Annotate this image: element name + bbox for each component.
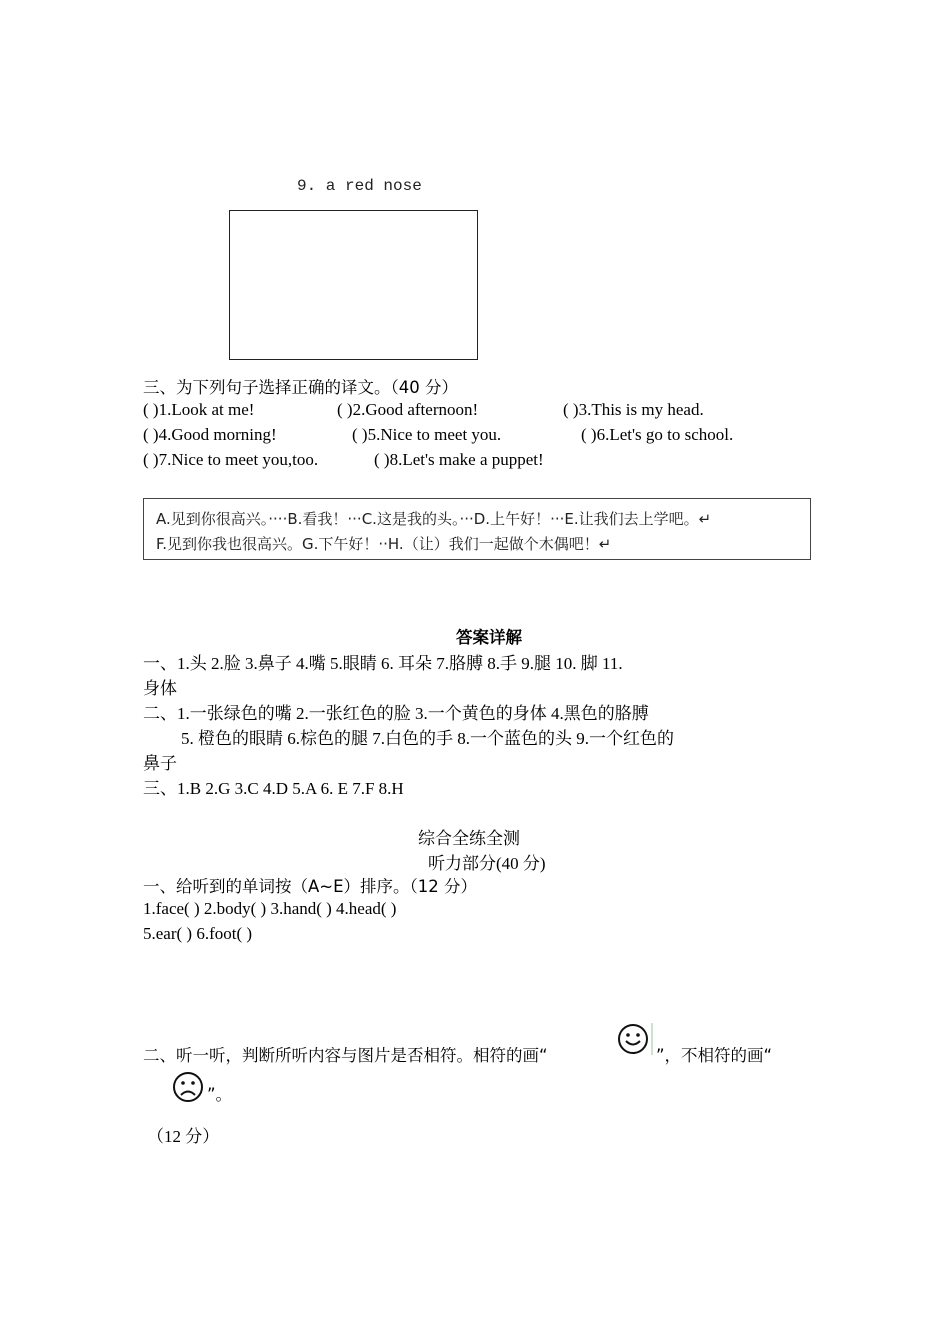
listening-section1-heading: 一、给听到的单词按（A~E）排序。（12 分）: [143, 877, 478, 896]
question-7: ( )7.Nice to meet you,too.: [143, 450, 319, 469]
section3-heading: 三、为下列句子选择正确的译文。（40 分）: [143, 378, 458, 397]
answers-section3-line: 三、1.B 2.G 3.C 4.D 5.A 6. E 7.F 8.H: [143, 779, 404, 798]
listening-section2-intro: 二、听一听，判断所听内容与图片是否相符。相符的画“: [143, 1046, 548, 1065]
sad-face-icon: [172, 1070, 208, 1109]
options-line-2: F.见到你我也很高兴。G.下午好！··H.（让）我们一起做个木偶吧！↵: [156, 535, 612, 553]
answers-section1-line2: 身体: [143, 679, 177, 698]
question-8: ( )8.Let's make a puppet!: [374, 450, 544, 469]
listening-section2-mid: ”，不相符的画“: [656, 1046, 773, 1065]
listening-section2-score: （12 分）: [147, 1127, 220, 1146]
drawing-box: [229, 210, 478, 360]
question-5: ( )5.Nice to meet you.: [352, 425, 502, 444]
answers-section2-line1: 二、1.一张绿色的嘴 2.一张红色的脸 3.一个黄色的身体 4.黑色的胳膊: [143, 704, 649, 723]
answers-section2-line3: 鼻子: [143, 754, 177, 773]
test-title: 综合全练全测: [418, 829, 520, 848]
question-3: ( )3.This is my head.: [563, 400, 704, 419]
smiley-face-icon: [616, 1021, 654, 1062]
listening-section1-row2: 5.ear( ) 6.foot( ): [143, 924, 253, 943]
question-4: ( )4.Good morning!: [143, 425, 277, 444]
question-6: ( )6.Let's go to school.: [581, 425, 734, 444]
question-1: ( )1.Look at me!: [143, 400, 255, 419]
answers-title: 答案详解: [456, 628, 522, 647]
options-box: [143, 498, 811, 560]
answers-section2-line2: 5. 橙色的眼睛 6.棕色的腿 7.白色的手 8.一个蓝色的头 9.一个红色的: [181, 729, 674, 748]
listening-section2-end: ”。: [207, 1085, 233, 1104]
question-2: ( )2.Good afternoon!: [337, 400, 479, 419]
test-subtitle: 听力部分(40 分): [428, 854, 546, 873]
draw-item-label: 9. a red nose: [297, 177, 422, 195]
listening-section1-row1: 1.face( ) 2.body( ) 3.hand( ) 4.head( ): [143, 899, 397, 918]
answers-section1-line1: 一、1.头 2.脸 3.鼻子 4.嘴 5.眼睛 6. 耳朵 7.胳膊 8.手 9.腿 10. 脚 11.: [143, 654, 623, 673]
options-line-1: A.见到你很高兴。····B.看我！···C.这是我的头。···D.上午好！···E.让我们去上学吧。↵: [156, 510, 712, 528]
